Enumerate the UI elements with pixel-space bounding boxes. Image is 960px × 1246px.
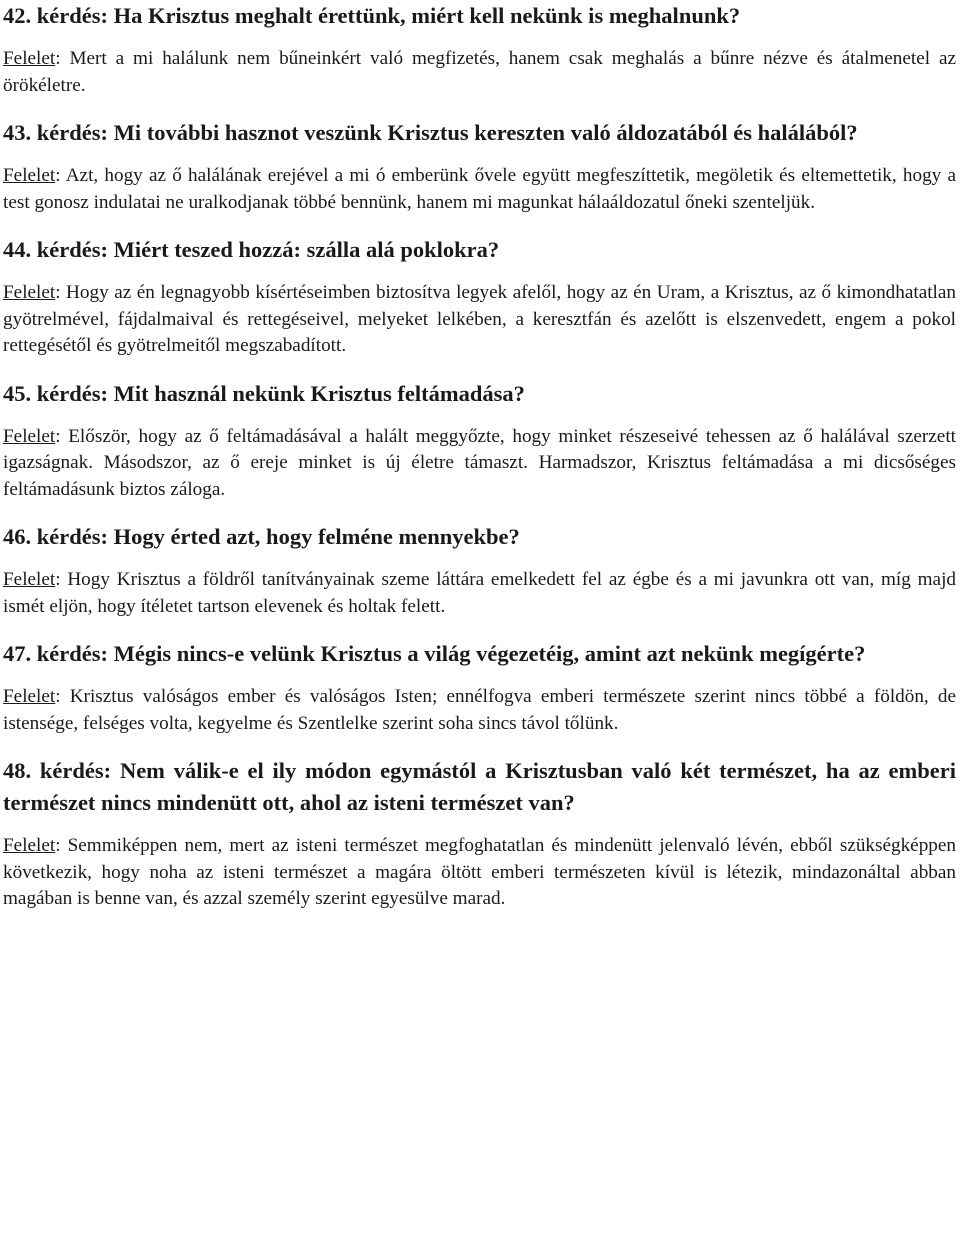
answer-text: : Először, hogy az ő feltámadásával a halált meggyőzte, hogy minket részeseivé tehessen az ő halálával szerzett igazságnak. Másodszor, az ő ereje minket is új életre támaszt. Harmadszor, Krisztus feltámadása a mi dicsőséges feltámadásunk biztos záloga. xyxy=(3,425,956,500)
qa-43 xyxy=(3,117,956,216)
qa-47 xyxy=(3,638,956,737)
qa-46 xyxy=(3,521,956,620)
answer-label: Felelet xyxy=(3,686,56,707)
qa-42 xyxy=(3,0,956,99)
answer-label: Felelet xyxy=(3,282,56,303)
answer-label: Felelet xyxy=(3,569,56,590)
answer-paragraph xyxy=(3,833,956,913)
question-heading: 47. kérdés: Mégis nincs-e velünk Krisztus a világ végezetéig, amint azt nekünk megígérte? xyxy=(3,641,866,666)
question-heading: 44. kérdés: Miért teszed hozzá: szálla alá poklokra? xyxy=(3,237,500,262)
answer-paragraph xyxy=(3,684,956,737)
answer-paragraph xyxy=(3,46,956,99)
answer-label: Felelet xyxy=(3,425,56,447)
answer-paragraph xyxy=(3,280,956,360)
qa-44 xyxy=(3,234,956,360)
answer-label: Felelet xyxy=(3,48,56,69)
answer-text: : Mert a mi halálunk nem bűneinkért való megfizetés, hanem csak meghalás a bűnre nézve és átalmenetel az örökéletre. xyxy=(3,48,956,96)
question-heading: 45. kérdés: Mit használ nekünk Krisztus feltámadása? xyxy=(3,380,525,406)
answer-text: : Hogy az én legnagyobb kísértéseimben biztosítva legyek afelől, hogy az én Uram, a Krisztus, az ő kimondhatatlan gyötrelmével, fájdalmaival és rettegéseivel, melyeket lelkében, a keresztfán és azelőtt is elszenvedett, engem a pokol rettegésétől és gyötrelmeitől megszabadított. xyxy=(3,282,956,356)
qa-45 xyxy=(3,378,956,504)
document-page xyxy=(3,0,956,913)
question-heading: 46. kérdés: Hogy érted azt, hogy felméne mennyekbe? xyxy=(3,524,520,549)
answer-paragraph xyxy=(3,163,956,216)
question-heading: 48. kérdés: Nem válik-e el ily módon egymástól a Krisztusban való két természet, ha az emberi természet nincs mindenütt ott, ahol az isteni természet van? xyxy=(3,758,956,815)
answer-text: : Hogy Krisztus a földről tanítványainak szeme láttára emelkedett fel az égbe és a mi javunkra ott van, míg majd ismét eljön, hogy ítéletet tartson elevenek és holtak felett. xyxy=(3,569,956,617)
answer-paragraph xyxy=(3,567,956,620)
answer-label: Felelet xyxy=(3,835,56,856)
qa-48 xyxy=(3,755,956,913)
answer-text: : Krisztus valóságos ember és valóságos Isten; ennélfogva emberi természete szerint nincs többé a földön, de istensége, felséges volta, kegyelme és Szentlelke szerint soha sincs távol tőlünk. xyxy=(3,686,956,734)
answer-label: Felelet xyxy=(3,165,56,186)
question-heading: 42. kérdés: Ha Krisztus meghalt érettünk, miért kell nekünk is meghalnunk? xyxy=(3,3,741,28)
answer-paragraph xyxy=(3,424,956,504)
answer-text: : Semmiképpen nem, mert az isteni természet megfoghatatlan és mindenütt jelenvaló lévén, ebből szükségképpen következik, hogy noha az isteni természet a magára öltött emberi természeten kívül is létezik, mindazonáltal abban magában is benne van, és azzal személy szerint egyesülve marad. xyxy=(3,835,956,909)
question-heading: 43. kérdés: Mi további hasznot veszünk Krisztus kereszten való áldozatából és halálából? xyxy=(3,120,858,145)
answer-text: : Azt, hogy az ő halálának erejével a mi ó emberünk ővele együtt megfeszíttetik, megöletik és eltemettetik, hogy a test gonosz indulatai ne uralkodjanak többé bennünk, hanem mi magunkat hálaáldozatul őneki szenteljük. xyxy=(3,165,956,213)
